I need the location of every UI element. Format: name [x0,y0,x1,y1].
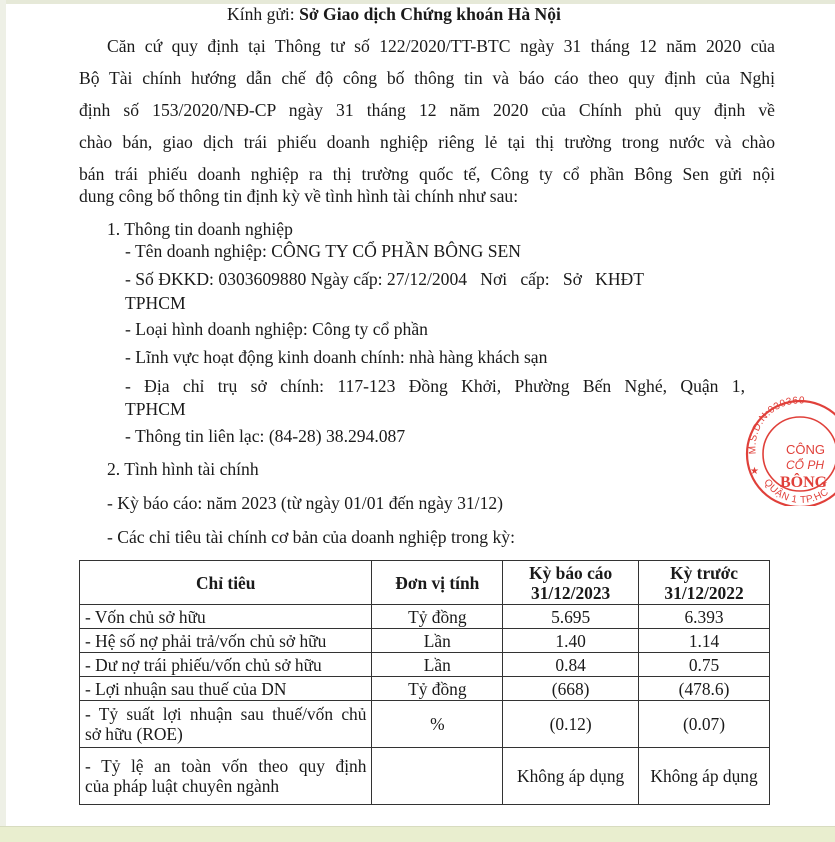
row-current: 0.84 [503,653,639,677]
intro-line-3: định số 153/2020/NĐ-CP ngày 31 tháng 12 năm 2020 của Chính phủ quy định về [79,100,775,120]
registration-line: - Số ĐKKD: 0303609880 Ngày cấp: 27/12/2004 Nơi cấp: Sở KHĐT [125,269,645,289]
intro-line-6: dung công bố thông tin định kỳ về tình hình tài chính như sau: [79,186,519,206]
row-indicator [80,701,372,748]
recipient-prefix: Kính gửi: [227,4,295,24]
row-indicator: - Dư nợ trái phiếu/vốn chủ sở hữu [80,653,372,677]
intro-line-1: Căn cứ quy định tại Thông tư số 122/2020/TT-BTC ngày 31 tháng 12 năm 2020 của [107,36,775,56]
row-previous: 6.393 [639,605,770,629]
row-unit: Tỷ đồng [372,677,503,701]
row-unit: Tỷ đồng [372,605,503,629]
row-previous: Không áp dụng [639,748,770,805]
row-indicator-line2: của pháp luật chuyên ngành [85,776,280,796]
seal-line3: BÔNG [780,474,828,491]
bottom-border [0,826,835,842]
intro-line-4: chào bán, giao dịch trái phiếu doanh nghiệp riêng lẻ tại thị trường trong nước và chào [79,132,775,152]
header-previous-date: 31/12/2022 [664,582,744,603]
recipient-line [227,3,561,25]
company-name-line: - Tên doanh nghiệp: CÔNG TY CỔ PHẦN BÔNG SEN [125,241,522,261]
table-row [80,748,770,805]
recipient-name: Sở Giao dịch Chứng khoán Hà Nội [299,4,561,24]
seal-bottom-text: QUẬN 1 TP.HC [761,477,831,506]
row-indicator: - Lợi nhuận sau thuế của DN [80,677,372,701]
table-row [80,629,770,653]
company-seal [742,396,835,506]
address-line: - Địa chỉ trụ sở chính: 117-123 Đồng Khởi, Phường Bến Nghé, Quận 1, [125,376,745,396]
row-indicator-line1: - Tỷ lệ an toàn vốn theo quy định [85,756,367,776]
row-unit: Lần [372,653,503,677]
table-row [80,677,770,701]
row-indicator: - Hệ số nợ phải trả/vốn chủ sở hữu [80,629,372,653]
seal-ring-text: M.S.D.N:030360 [747,396,806,455]
row-previous: (0.07) [639,701,770,748]
header-previous-label: Kỳ trước [670,562,738,583]
indicators-line: - Các chỉ tiêu tài chính cơ bản của doanh nghiệp trong kỳ: [107,527,515,547]
seal-star-icon: ★ [750,466,759,477]
header-previous [639,561,770,605]
intro-line-2: Bộ Tài chính hướng dẫn chế độ công bố thông tin và báo cáo theo quy định của Nghị [79,68,775,88]
row-indicator: - Vốn chủ sở hữu [80,605,372,629]
row-previous: (478.6) [639,677,770,701]
row-current: 1.40 [503,629,639,653]
row-unit [372,748,503,805]
header-current-label: Kỳ báo cáo [529,562,613,583]
business-field-line: - Lĩnh vực hoạt động kinh doanh chính: nhà hàng khách sạn [125,347,548,367]
address-cont: TPHCM [125,399,186,419]
row-unit: Lần [372,629,503,653]
row-current: Không áp dụng [503,748,639,805]
row-indicator [80,748,372,805]
financial-table [79,560,770,805]
row-previous: 0.75 [639,653,770,677]
header-unit: Đơn vị tính [372,561,503,605]
section1-heading: 1. Thông tin doanh nghiệp [107,219,293,239]
table-row [80,653,770,677]
header-current [503,561,639,605]
seal-line2: CỔ PH [786,458,825,472]
intro-line-5: bán trái phiếu doanh nghiệp ra thị trường quốc tế, Công ty cổ phần Bông Sen gửi nội [79,164,775,184]
row-indicator-line1: - Tỷ suất lợi nhuận sau thuế/vốn chủ [85,704,367,724]
registration-cont: TPHCM [125,293,186,313]
table-row [80,701,770,748]
header-indicator: Chỉ tiêu [80,561,372,605]
header-current-date: 31/12/2023 [531,582,611,603]
row-previous: 1.14 [639,629,770,653]
row-current: 5.695 [503,605,639,629]
row-indicator-line2: sở hữu (ROE) [85,724,183,744]
section2-heading: 2. Tình hình tài chính [107,459,259,479]
contact-line: - Thông tin liên lạc: (84-28) 38.294.087 [125,426,406,446]
row-current: (668) [503,677,639,701]
row-current: (0.12) [503,701,639,748]
table-header-row [80,561,770,605]
table-row [80,605,770,629]
period-line: - Kỳ báo cáo: năm 2023 (từ ngày 01/01 đến ngày 31/12) [107,493,504,513]
company-type-line: - Loại hình doanh nghiệp: Công ty cổ phần [125,319,428,339]
row-unit: % [372,701,503,748]
seal-line1: CÔNG [786,442,825,457]
